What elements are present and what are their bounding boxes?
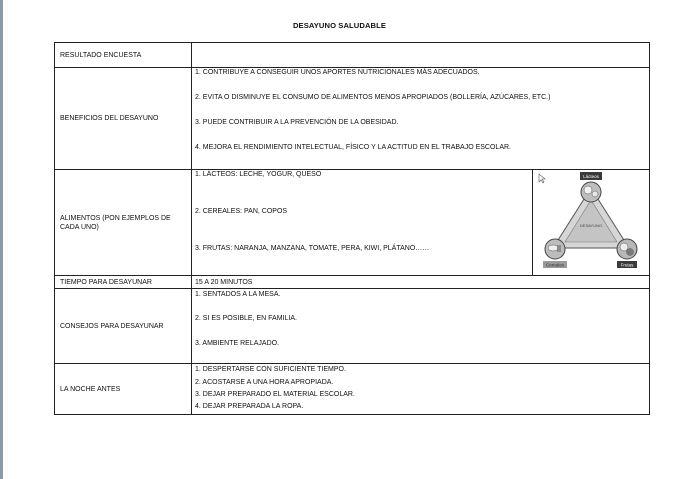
dairy-label: Lácteos — [583, 174, 599, 179]
tip-item: 3. AMBIENTE RELAJADO. — [195, 340, 280, 347]
benefits-cell[interactable] — [192, 68, 650, 170]
table-row-foods — [55, 170, 650, 276]
survey-result-cell[interactable] — [192, 43, 650, 68]
night-item: 3. DEJAR PREPARADO EL MATERIAL ESCOLAR. — [195, 391, 355, 398]
night-cell[interactable] — [192, 364, 650, 415]
table-row-tips — [55, 289, 650, 364]
document-title: DESAYUNO SALUDABLE — [292, 21, 387, 30]
time-cell[interactable] — [192, 276, 650, 289]
cursor-icon — [539, 174, 545, 183]
row-label-foods: ALIMENTOS (PON EJEMPLOS DE CADA UNO) — [55, 170, 192, 276]
food-item: 1. LÁCTEOS: LECHE, YOGUR, QUESO — [195, 171, 322, 178]
row-label-tips: CONSEJOS PARA DESAYUNAR — [55, 289, 192, 364]
night-item: 1. DESPERTARSE CON SUFICIENTE TIEMPO. — [195, 366, 346, 374]
row-label-survey: RESULTADO ENCUESTA — [55, 43, 192, 68]
table-row-night — [55, 364, 650, 415]
night-item: 2. ACOSTARSE A UNA HORA APROPIADA. — [195, 378, 334, 386]
food-groups-diagram — [532, 170, 649, 275]
benefit-item: 4. MEJORA EL RENDIMIENTO INTELECTUAL, FÍSICO Y LA ACTITUD EN EL TRABAJO ESCOLAR. — [195, 144, 511, 151]
tip-item: 2. SI ES POSIBLE, EN FAMILIA. — [195, 315, 297, 322]
foods-cell[interactable] — [192, 170, 650, 276]
diagram-center-label: DESAYUNO — [579, 223, 603, 228]
food-item: 2. CEREALES: PAN, COPOS — [195, 208, 288, 215]
benefit-item: 3. PUEDE CONTRIBUIR A LA PREVENCIÓN DE LA OBESIDAD. — [195, 119, 399, 126]
fruits-label: Frutas — [620, 262, 634, 268]
time-value: 15 A 20 MINUTOS — [195, 278, 253, 286]
food-item: 3. FRUTAS: NARANJA, MANZANA, TOMATE, PERA, KIWI, PLÁTANO…… — [195, 245, 430, 252]
table-row-benefits — [55, 68, 650, 170]
benefit-item: 1. CONTRIBUYE A CONSEGUIR UNOS APORTES NUTRICIONALES MÁS ADECUADOS. — [195, 69, 480, 76]
window-left-edge — [0, 0, 3, 479]
breakfast-table — [54, 42, 650, 415]
benefit-item: 2. EVITA O DISMINUYE EL CONSUMO DE ALIMENTOS MENOS APROPIADOS (BOLLERÍA, AZÚCARES, ETC.) — [195, 94, 551, 101]
row-label-night: LA NOCHE ANTES — [55, 364, 192, 415]
tips-cell[interactable] — [192, 289, 650, 364]
table-row-time — [55, 276, 650, 289]
cereals-label: Cereales — [545, 262, 565, 268]
tip-item: 1. SENTADOS A LA MESA. — [195, 291, 281, 298]
night-item: 4. DEJAR PREPARADA LA ROPA. — [195, 403, 304, 411]
table-row-survey — [55, 43, 650, 68]
food-triangle-svg — [533, 170, 649, 275]
row-label-benefits: BENEFICIOS DEL DESAYUNO — [55, 68, 192, 170]
row-label-time: TIEMPO PARA DESAYUNAR — [55, 276, 192, 289]
